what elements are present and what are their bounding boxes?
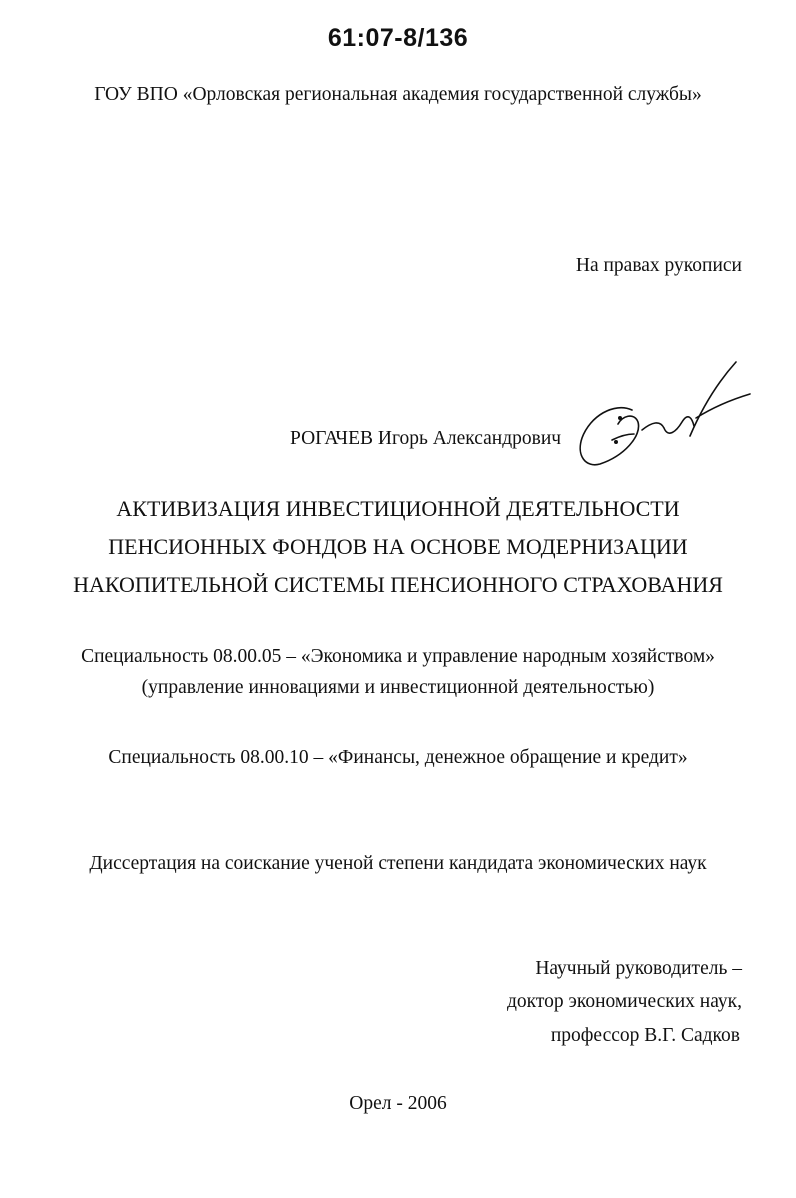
title-line-1: АКТИВИЗАЦИЯ ИНВЕСТИЦИОННОЙ ДЕЯТЕЛЬНОСТИ (116, 496, 680, 521)
supervisor-line-1: Научный руководитель – (535, 958, 742, 979)
specialty-1-line-2: (управление инновациями и инвестиционной деятельностью) (141, 677, 655, 698)
title-line-2: ПЕНСИОННЫХ ФОНДОВ НА ОСНОВЕ МОДЕРНИЗАЦИИ (108, 534, 688, 559)
title-line-3: НАКОПИТЕЛЬНОЙ СИСТЕМЫ ПЕНСИОННОГО СТРАХОВАНИЯ (73, 572, 723, 597)
specialty-2: Специальность 08.00.10 – «Финансы, денежное обращение и кредит» (108, 747, 688, 768)
document-code: 61:07-8/136 (327, 24, 469, 52)
supervisor-line-2: доктор экономических наук, (506, 991, 742, 1012)
supervisor-line-3: профессор В.Г. Садков (550, 1025, 740, 1046)
manuscript-note: На правах рукописи (575, 255, 742, 276)
city-year: Орел - 2006 (349, 1093, 447, 1114)
dissertation-statement: Диссертация на соискание ученой степени кандидата экономических наук (89, 853, 707, 874)
author-name: РОГАЧЕВ Игорь Александрович (290, 428, 562, 449)
author-signature (572, 358, 752, 474)
institution-name: ГОУ ВПО «Орловская региональная академия государственной службы» (94, 84, 702, 105)
specialty-1-line-1: Специальность 08.00.05 – «Экономика и управление народным хозяйством» (81, 646, 715, 667)
